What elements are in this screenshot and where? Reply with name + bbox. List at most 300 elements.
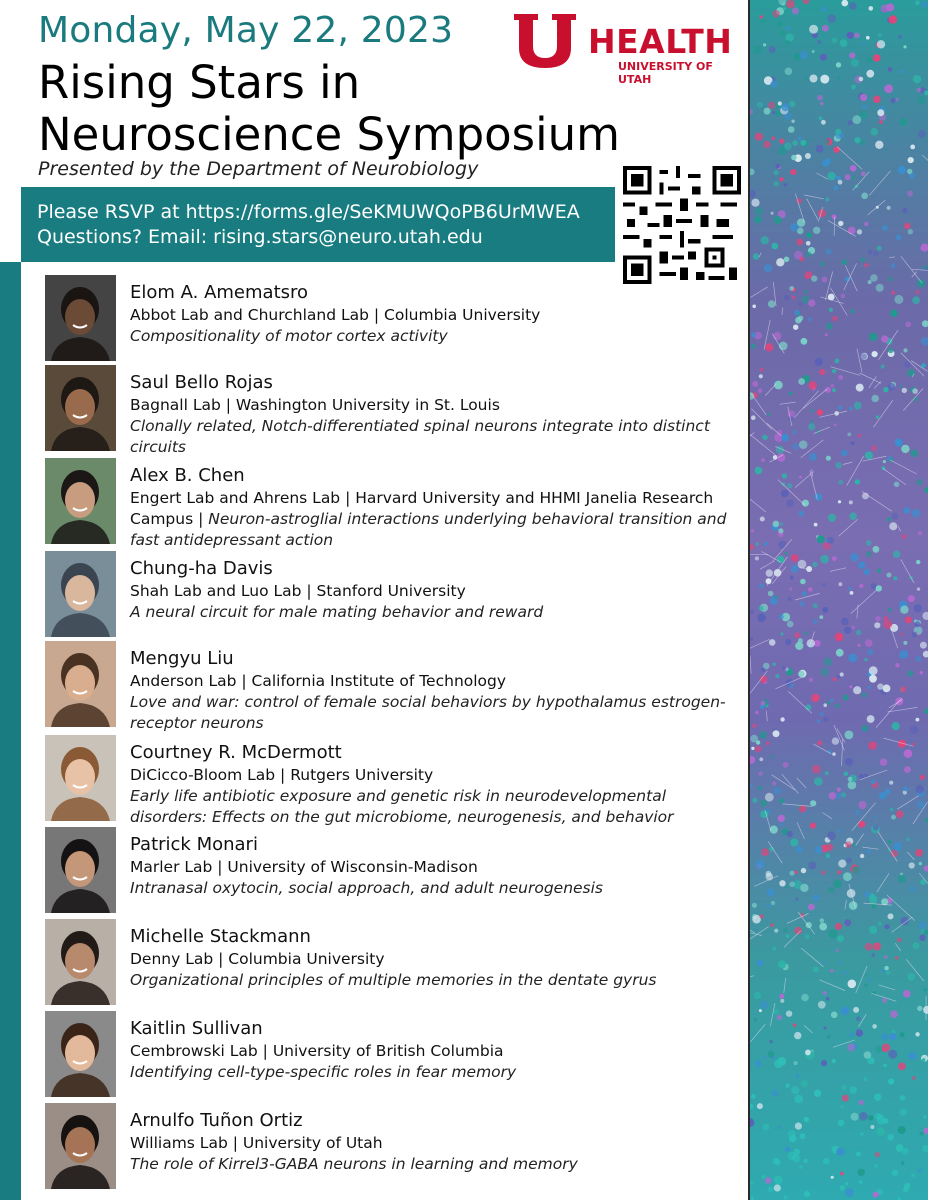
- cell-dot: [821, 1060, 827, 1066]
- neurite-line: [837, 147, 862, 170]
- cell-dot: [825, 197, 829, 201]
- cell-dot: [895, 439, 903, 447]
- cell-dot: [832, 316, 837, 321]
- cell-dot: [921, 1, 928, 8]
- cell-dot: [888, 67, 893, 72]
- cell-dot: [921, 244, 928, 252]
- cell-dot: [888, 348, 893, 353]
- cell-dot: [859, 77, 864, 82]
- speaker-talk-title: Compositionality of motor cortex activity: [130, 327, 448, 345]
- neurite-line: [898, 526, 900, 531]
- cell-dot: [894, 482, 900, 488]
- cell-dot: [905, 321, 911, 327]
- cell-dot: [860, 854, 864, 858]
- cell-dot: [757, 1103, 763, 1109]
- separator: |: [193, 510, 209, 528]
- cell-dot: [762, 1175, 765, 1178]
- neurite-line: [860, 770, 887, 780]
- cell-dot: [813, 895, 820, 902]
- cell-dot: [920, 775, 925, 780]
- cell-dot: [763, 1056, 766, 1059]
- cell-dot: [889, 1033, 896, 1040]
- cell-dot: [823, 717, 828, 722]
- cell-dot: [903, 787, 907, 791]
- cell-dot: [763, 43, 766, 46]
- cell-dot: [885, 924, 890, 929]
- cell-dot: [767, 413, 770, 416]
- cell-dot: [854, 137, 860, 143]
- neurite-line: [762, 552, 781, 563]
- cell-dot: [827, 701, 831, 705]
- cell-dot: [847, 889, 856, 898]
- cell-dot: [794, 871, 798, 875]
- cell-dot: [781, 103, 790, 112]
- cell-dot: [860, 1132, 863, 1135]
- cell-dot: [765, 1177, 772, 1184]
- neurite-line: [912, 272, 917, 278]
- speaker-affiliation: Williams Lab | University of Utah: [130, 1134, 383, 1152]
- neurite-line: [751, 287, 768, 298]
- cell-dot: [895, 98, 898, 101]
- cell-dot: [751, 747, 754, 750]
- neurite-line: [788, 691, 812, 713]
- cell-dot: [755, 467, 763, 475]
- cell-dot: [755, 1060, 762, 1067]
- cell-dot: [835, 633, 843, 641]
- cell-dot: [824, 139, 830, 145]
- cell-dot: [862, 725, 869, 732]
- cell-dot: [779, 798, 785, 804]
- cell-dot: [890, 808, 893, 811]
- cell-dot: [888, 1078, 894, 1084]
- cell-dot: [845, 1182, 848, 1185]
- speaker-info: [130, 1109, 740, 1175]
- cell-dot: [773, 663, 776, 666]
- cell-dot: [812, 50, 815, 53]
- cell-dot: [841, 294, 846, 299]
- cell-dot: [916, 560, 920, 564]
- cell-dot: [910, 887, 915, 892]
- cell-dot: [772, 781, 776, 785]
- cell-dot: [831, 1176, 834, 1179]
- speaker-aff-talk: [130, 488, 740, 551]
- cell-dot: [806, 252, 811, 257]
- cell-dot: [862, 104, 867, 109]
- cell-dot: [851, 441, 855, 445]
- cell-dot: [857, 644, 860, 647]
- cell-dot: [828, 930, 837, 939]
- cell-dot: [838, 1120, 845, 1127]
- cell-dot: [866, 70, 874, 78]
- cell-dot: [780, 999, 784, 1003]
- cell-dot: [826, 997, 830, 1001]
- cell-dot: [805, 934, 810, 939]
- neurite-line: [819, 980, 845, 991]
- cell-dot: [795, 1123, 802, 1130]
- cell-dot: [795, 642, 803, 650]
- cell-dot: [848, 587, 852, 591]
- speaker-photo: [45, 919, 116, 1005]
- cell-dot: [889, 15, 898, 24]
- cell-dot: [908, 229, 913, 234]
- cell-dot: [820, 54, 827, 61]
- speaker-info: [130, 925, 740, 991]
- cell-dot: [820, 918, 825, 923]
- cell-dot: [760, 1001, 768, 1009]
- cell-dot: [784, 257, 790, 263]
- cell-dot: [826, 249, 832, 255]
- cell-dot: [761, 848, 769, 856]
- cell-dot: [855, 479, 860, 484]
- cell-dot: [817, 720, 820, 723]
- cell-dot: [805, 632, 808, 635]
- neurite-line: [814, 427, 830, 433]
- cell-dot: [798, 671, 805, 678]
- speaker-talk-title: Clonally related, Notch-differentiated spinal neurons integrate into distinct circuits: [130, 417, 710, 456]
- cell-dot: [872, 351, 878, 357]
- cell-dot: [869, 926, 877, 934]
- cell-dot: [887, 1134, 894, 1141]
- cell-dot: [904, 766, 911, 773]
- neurite-line: [845, 900, 847, 910]
- cell-dot: [872, 953, 876, 957]
- cell-dot: [864, 1051, 872, 1059]
- cell-dot: [877, 246, 882, 251]
- cell-dot: [864, 1078, 868, 1082]
- cell-dot: [909, 1052, 917, 1060]
- cell-dot: [777, 21, 782, 26]
- cell-dot: [800, 51, 808, 59]
- neurite-line: [839, 519, 858, 536]
- speaker-name: Arnulfo Tuñon Ortiz: [130, 1110, 303, 1131]
- cell-dot: [838, 860, 846, 868]
- neurite-line: [768, 841, 782, 863]
- cell-dot: [880, 758, 888, 766]
- cell-dot: [902, 388, 907, 393]
- cell-dot: [790, 576, 794, 580]
- speaker-photo: [45, 275, 116, 361]
- cell-dot: [832, 388, 836, 392]
- cell-dot: [757, 960, 764, 967]
- cell-dot: [801, 994, 809, 1002]
- cell-dot: [786, 500, 794, 508]
- cell-dot: [755, 133, 763, 141]
- cell-dot: [786, 935, 789, 938]
- cell-dot: [835, 949, 839, 953]
- cell-dot: [766, 742, 770, 746]
- cell-dot: [912, 1076, 916, 1080]
- cell-dot: [755, 746, 761, 752]
- cell-dot: [771, 81, 778, 88]
- cell-dot: [900, 70, 903, 73]
- u-health-logo: [512, 12, 742, 86]
- cell-dot: [836, 675, 840, 679]
- cell-dot: [915, 849, 923, 857]
- neurite-line: [869, 171, 890, 195]
- cell-dot: [914, 604, 922, 612]
- cell-dot: [787, 597, 792, 602]
- cell-dot: [838, 375, 843, 380]
- cell-dot: [877, 569, 882, 574]
- cell-dot: [852, 176, 855, 179]
- cell-dot: [819, 117, 822, 120]
- cell-dot: [750, 609, 755, 614]
- speaker-talk-title: Love and war: control of female social behaviors by hypothalamus estrogen-receptor neurons: [130, 693, 726, 732]
- cell-dot: [814, 493, 822, 501]
- cell-dot: [792, 296, 795, 299]
- cell-dot: [778, 101, 782, 105]
- cell-dot: [923, 1115, 926, 1118]
- cell-dot: [809, 453, 817, 461]
- cell-dot: [804, 290, 807, 293]
- cell-dot: [774, 595, 778, 599]
- cell-dot: [750, 637, 753, 640]
- cell-dot: [796, 846, 803, 853]
- cell-dot: [805, 153, 811, 159]
- cell-dot: [898, 1126, 906, 1134]
- neurite-line: [857, 349, 862, 373]
- cell-dot: [750, 1118, 754, 1127]
- cell-dot: [827, 1035, 831, 1039]
- cell-dot: [791, 120, 794, 123]
- cell-dot: [841, 1105, 844, 1108]
- speaker-affiliation: Abbot Lab and Churchland Lab | Columbia University: [130, 306, 541, 324]
- cell-dot: [785, 1147, 790, 1152]
- cell-dot: [911, 1173, 915, 1177]
- cell-dot: [883, 685, 891, 693]
- cell-dot: [901, 1161, 905, 1165]
- cell-dot: [794, 1095, 803, 1104]
- cell-dot: [774, 170, 779, 175]
- cell-dot: [907, 973, 915, 981]
- cell-dot: [890, 1010, 898, 1018]
- cell-dot: [844, 627, 851, 634]
- cell-dot: [879, 120, 883, 124]
- neurite-line: [750, 639, 769, 651]
- cell-dot: [768, 1187, 774, 1193]
- cell-dot: [881, 335, 888, 342]
- cell-dot: [759, 914, 763, 918]
- cell-dot: [847, 32, 854, 39]
- cell-dot: [835, 923, 842, 930]
- cell-dot: [829, 792, 837, 800]
- cell-dot: [876, 1046, 883, 1053]
- cell-dot: [903, 348, 907, 352]
- cell-dot: [789, 392, 793, 396]
- cell-dot: [900, 1032, 905, 1037]
- cell-dot: [759, 772, 763, 776]
- neurite-line: [804, 1025, 813, 1033]
- cell-dot: [859, 1180, 863, 1184]
- cell-dot: [791, 565, 799, 573]
- speaker-photo: [45, 551, 116, 637]
- cell-dot: [918, 96, 926, 104]
- cell-dot: [779, 994, 784, 999]
- cell-dot: [755, 542, 758, 545]
- cell-dot: [836, 176, 841, 181]
- cell-dot: [902, 534, 907, 539]
- cell-dot: [792, 140, 798, 146]
- cell-dot: [870, 274, 878, 282]
- cell-dot: [779, 342, 788, 351]
- cell-dot: [869, 6, 874, 11]
- cell-dot: [840, 1172, 844, 1176]
- cell-dot: [774, 1176, 783, 1185]
- cell-dot: [890, 98, 895, 103]
- cell-dot: [834, 186, 839, 191]
- cell-dot: [838, 221, 843, 226]
- cell-dot: [761, 236, 769, 244]
- cell-dot: [799, 440, 808, 449]
- cell-dot: [845, 174, 851, 180]
- cell-dot: [838, 961, 841, 964]
- cell-dot: [752, 724, 756, 728]
- cell-dot: [814, 777, 823, 786]
- cell-dot: [810, 800, 816, 806]
- cell-dot: [888, 383, 896, 391]
- speaker-info: [130, 833, 740, 899]
- neurite-line: [868, 200, 886, 215]
- cell-dot: [751, 344, 756, 349]
- cell-dot: [897, 938, 902, 943]
- cell-dot: [918, 130, 926, 138]
- cell-dot: [918, 531, 922, 535]
- cell-dot: [903, 990, 911, 998]
- cell-dot: [785, 68, 793, 76]
- cell-dot: [804, 811, 807, 814]
- cell-dot: [808, 138, 811, 141]
- cell-dot: [902, 208, 907, 213]
- cell-dot: [883, 387, 888, 392]
- cell-dot: [856, 1016, 861, 1021]
- cell-dot: [841, 792, 846, 797]
- cell-dot: [780, 30, 785, 35]
- cell-dot: [814, 1090, 821, 1097]
- cell-dot: [915, 1032, 919, 1036]
- cell-dot: [919, 935, 925, 941]
- contact-email[interactable]: Questions? Email: rising.stars@neuro.utah.edu: [37, 226, 483, 248]
- cell-dot: [768, 591, 774, 597]
- cell-dot: [838, 180, 843, 185]
- cell-dot: [770, 1040, 773, 1043]
- cell-dot: [784, 142, 792, 150]
- cell-dot: [771, 755, 774, 758]
- cell-dot: [852, 115, 861, 124]
- cell-dot: [868, 1115, 873, 1120]
- cell-dot: [888, 277, 893, 282]
- cell-dot: [852, 866, 860, 874]
- cell-dot: [817, 409, 823, 415]
- cell-dot: [841, 618, 849, 626]
- neurite-line: [750, 1024, 765, 1051]
- cell-dot: [894, 295, 903, 304]
- cell-dot: [845, 841, 852, 848]
- cell-dot: [821, 120, 826, 125]
- cell-dot: [810, 823, 816, 829]
- cell-dot: [814, 523, 818, 527]
- cell-dot: [794, 1032, 801, 1039]
- neurite-line: [834, 217, 835, 236]
- cell-dot: [808, 317, 812, 321]
- cell-dot: [875, 1152, 881, 1158]
- cell-dot: [803, 1159, 807, 1163]
- cell-dot: [802, 592, 807, 597]
- cell-dot: [818, 1001, 826, 1009]
- speaker-talk-title: Identifying cell-type-specific roles in fear memory: [130, 1063, 517, 1081]
- neurite-line: [750, 925, 755, 933]
- cell-dot: [820, 261, 826, 267]
- cell-dot: [821, 6, 827, 12]
- speaker-affiliation: Marler Lab | University of Wisconsin-Madison: [130, 858, 478, 876]
- cell-dot: [900, 686, 906, 692]
- cell-dot: [757, 786, 761, 790]
- cell-dot: [864, 222, 868, 226]
- cell-dot: [777, 1015, 783, 1021]
- cell-dot: [888, 1050, 897, 1059]
- cell-dot: [868, 249, 873, 254]
- cell-dot: [924, 865, 928, 871]
- cell-dot: [789, 683, 794, 688]
- cell-dot: [871, 445, 877, 451]
- cell-dot: [868, 741, 877, 750]
- cell-dot: [778, 815, 785, 822]
- cell-dot: [846, 858, 852, 864]
- cell-dot: [903, 45, 906, 48]
- qr-code-icon[interactable]: [623, 166, 741, 284]
- neurite-line: [814, 744, 832, 754]
- cell-dot: [823, 657, 832, 666]
- cell-dot: [753, 253, 759, 259]
- cell-dot: [849, 685, 852, 688]
- speaker-name: Michelle Stackmann: [130, 926, 311, 947]
- neurite-line: [901, 559, 914, 583]
- speaker-affiliation: DiCicco-Bloom Lab | Rutgers University: [130, 766, 434, 784]
- neurite-line: [795, 194, 804, 223]
- speaker-name: Saul Bello Rojas: [130, 372, 273, 393]
- cell-dot: [890, 310, 897, 317]
- cell-dot: [892, 513, 899, 520]
- cell-dot: [830, 699, 834, 703]
- cell-dot: [794, 1061, 798, 1065]
- neurite-line: [783, 804, 812, 807]
- cell-dot: [892, 722, 900, 730]
- cell-dot: [788, 1130, 796, 1138]
- cell-dot: [785, 552, 788, 555]
- cell-dot: [849, 1086, 857, 1094]
- cell-dot: [856, 1029, 863, 1036]
- cell-dot: [817, 95, 823, 101]
- speaker-photo: [45, 641, 116, 727]
- cell-dot: [763, 141, 770, 148]
- cell-dot: [808, 587, 812, 591]
- cell-dot: [874, 816, 877, 819]
- cell-dot: [801, 1080, 809, 1088]
- cell-dot: [874, 1164, 878, 1168]
- cell-dot: [760, 517, 765, 522]
- cell-dot: [867, 649, 873, 655]
- cell-dot: [819, 369, 825, 375]
- cell-dot: [751, 1197, 754, 1200]
- cell-dot: [900, 1095, 906, 1101]
- cell-dot: [796, 1074, 799, 1077]
- neurite-line: [890, 460, 917, 474]
- neurite-line: [862, 847, 878, 849]
- cell-dot: [820, 75, 829, 84]
- cell-dot: [900, 650, 909, 659]
- rsvp-link[interactable]: Please RSVP at https://forms.gle/SeKMUWQoPB6UrMWEA: [37, 201, 580, 223]
- cell-dot: [848, 227, 856, 235]
- cell-dot: [865, 639, 873, 647]
